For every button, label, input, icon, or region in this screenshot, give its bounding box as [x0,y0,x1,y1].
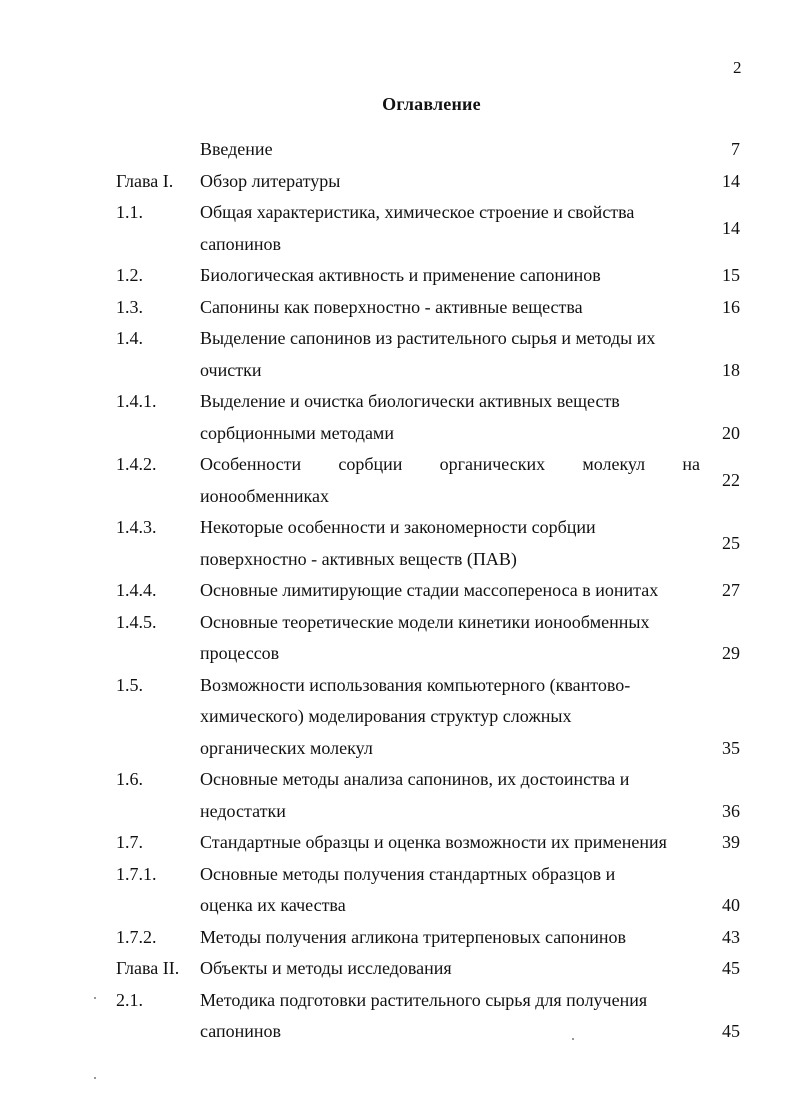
toc-entry-title [200,512,700,575]
toc-entry-title-line: сапонинов [200,233,281,254]
toc-entry-page: 20 [722,422,740,443]
toc-entry-number: Глава I. [116,170,174,191]
page-number: 2 [733,58,742,77]
toc-entry-page: 35 [722,737,740,758]
toc-entry-word: молекул [582,454,646,474]
toc-entry-number: 1.7. [116,832,143,852]
toc-entry-number: 1.4.2. [116,454,157,474]
toc-entry-page: 39 [722,832,740,852]
toc-entry-page: 14 [722,170,740,191]
toc-entry-number: 2.1. [116,989,143,1010]
toc-entry-page: 43 [722,926,740,947]
toc-entry-title-line: Основные методы анализа сапонинов, их достоинства и [200,769,630,789]
toc-entry-title [200,670,700,765]
toc-entry-title-line: оценка их качества [200,895,346,915]
toc-entry-title-line: ионообменниках [200,485,329,506]
toc-entry-title [200,607,700,670]
toc-entry-title [200,764,700,827]
toc-entry-title [200,953,700,985]
toc-entry-page: 16 [722,296,740,317]
toc-entry-title [200,575,700,607]
toc-entry-title-line: Введение [200,139,273,159]
toc-entry-title [200,260,700,292]
toc-entry-title-line: Возможности использования компьютерного (квантово- [200,674,631,695]
toc-entry-title-line: Общая характеристика, химическое строение и свойства [200,202,635,222]
toc-entry-title-line: Объекты и методы исследования [200,958,452,978]
toc-entry-title-line: Обзор литературы [200,170,341,191]
toc-entry-number: 1.2. [116,265,143,285]
toc-entry-title [200,166,700,198]
toc-entry-title-line: Основные лимитирующие стадии массопереноса в ионитах [200,580,659,600]
toc-entry-title-line: Выделение сапонинов из растительного сырья и методы их [200,328,656,348]
toc-entry-page: 22 [722,469,740,490]
toc-entry-title-line: Методы получения агликона тритерпеновых сапонинов [200,926,627,947]
toc-entry-page: 36 [722,800,740,821]
page-title: Оглавление [382,94,481,114]
toc-entry-title-line [200,449,700,481]
toc-entry-title-line: очистки [200,359,262,380]
toc-entry-number: 1.4.5. [116,611,157,632]
toc-entry-title [200,134,700,166]
scan-speck [94,997,96,999]
toc-entry-title [200,859,700,922]
toc-entry-title-line: поверхностно - активных веществ (ПАВ) [200,548,517,569]
scan-speck [572,1038,574,1040]
toc-entry-word: органических [439,454,546,474]
toc-entry-page: 15 [722,265,740,285]
toc-entry-page: 27 [722,580,740,600]
toc-entry-title-line: сапонинов [200,1021,281,1041]
toc-entry-title [200,386,700,449]
toc-entry-number: 1.4.3. [116,517,157,537]
toc-entry-number: 1.4.4. [116,580,157,600]
toc-entry-number: 1.1. [116,202,143,222]
toc-entry-number: 1.6. [116,769,143,789]
toc-entry-number: 1.5. [116,674,143,695]
toc-entry-title-line: Основные методы получения стандартных образцов и [200,863,616,884]
toc-entry-page: 18 [722,359,740,380]
toc-entry-page: 7 [731,139,740,159]
toc-entry-title [200,449,700,512]
toc-entry-title-line: Стандартные образцы и оценка возможности их применения [200,832,667,852]
toc-entry-title-line: Выделение и очистка биологически активных веществ [200,391,620,411]
toc-entry-title [200,323,700,386]
toc-entry-title [200,292,700,324]
toc-entry-page: 25 [722,532,740,553]
toc-entry-title-line: Основные теоретические модели кинетики ионообменных [200,611,650,632]
toc-entry-number: 1.7.1. [116,863,157,884]
toc-entry-number: 1.4.1. [116,391,157,411]
toc-entry-title-line: химического) моделирования структур сложных [200,706,572,726]
toc-entry-number: Глава II. [116,958,180,978]
toc-entry-title-line: процессов [200,643,280,663]
toc-entry-word: на [682,454,700,474]
toc-entry-title-line: Сапонины как поверхностно - активные вещества [200,296,583,317]
toc-entry-page: 40 [722,895,740,915]
toc-entry-page: 45 [722,1021,740,1041]
toc-entry-number: 1.4. [116,328,143,348]
toc-entry-title-line: Биологическая активность и применение сапонинов [200,265,601,285]
toc-entry-title-line: недостатки [200,800,286,821]
toc-entry-title-line: органических молекул [200,737,373,758]
toc-entry-title [200,827,700,859]
toc-entry-number: 1.3. [116,296,143,317]
toc-entry-page: 45 [722,958,740,978]
toc-entry-number: 1.7.2. [116,926,157,947]
toc-entry-title [200,985,700,1048]
toc-entry-title [200,922,700,954]
toc-entry-page: 14 [722,217,740,238]
toc-entry-title [200,197,700,260]
scan-speck [94,1077,96,1079]
toc-entry-page: 29 [722,643,740,663]
toc-entry-word: Особенности [200,454,302,474]
toc-entry-title-line: Некоторые особенности и закономерности сорбции [200,517,596,537]
toc-entry-word: сорбции [338,454,403,474]
toc-entry-title-line: сорбционными методами [200,422,394,443]
toc-entry-title-line: Методика подготовки растительного сырья для получения [200,989,648,1010]
